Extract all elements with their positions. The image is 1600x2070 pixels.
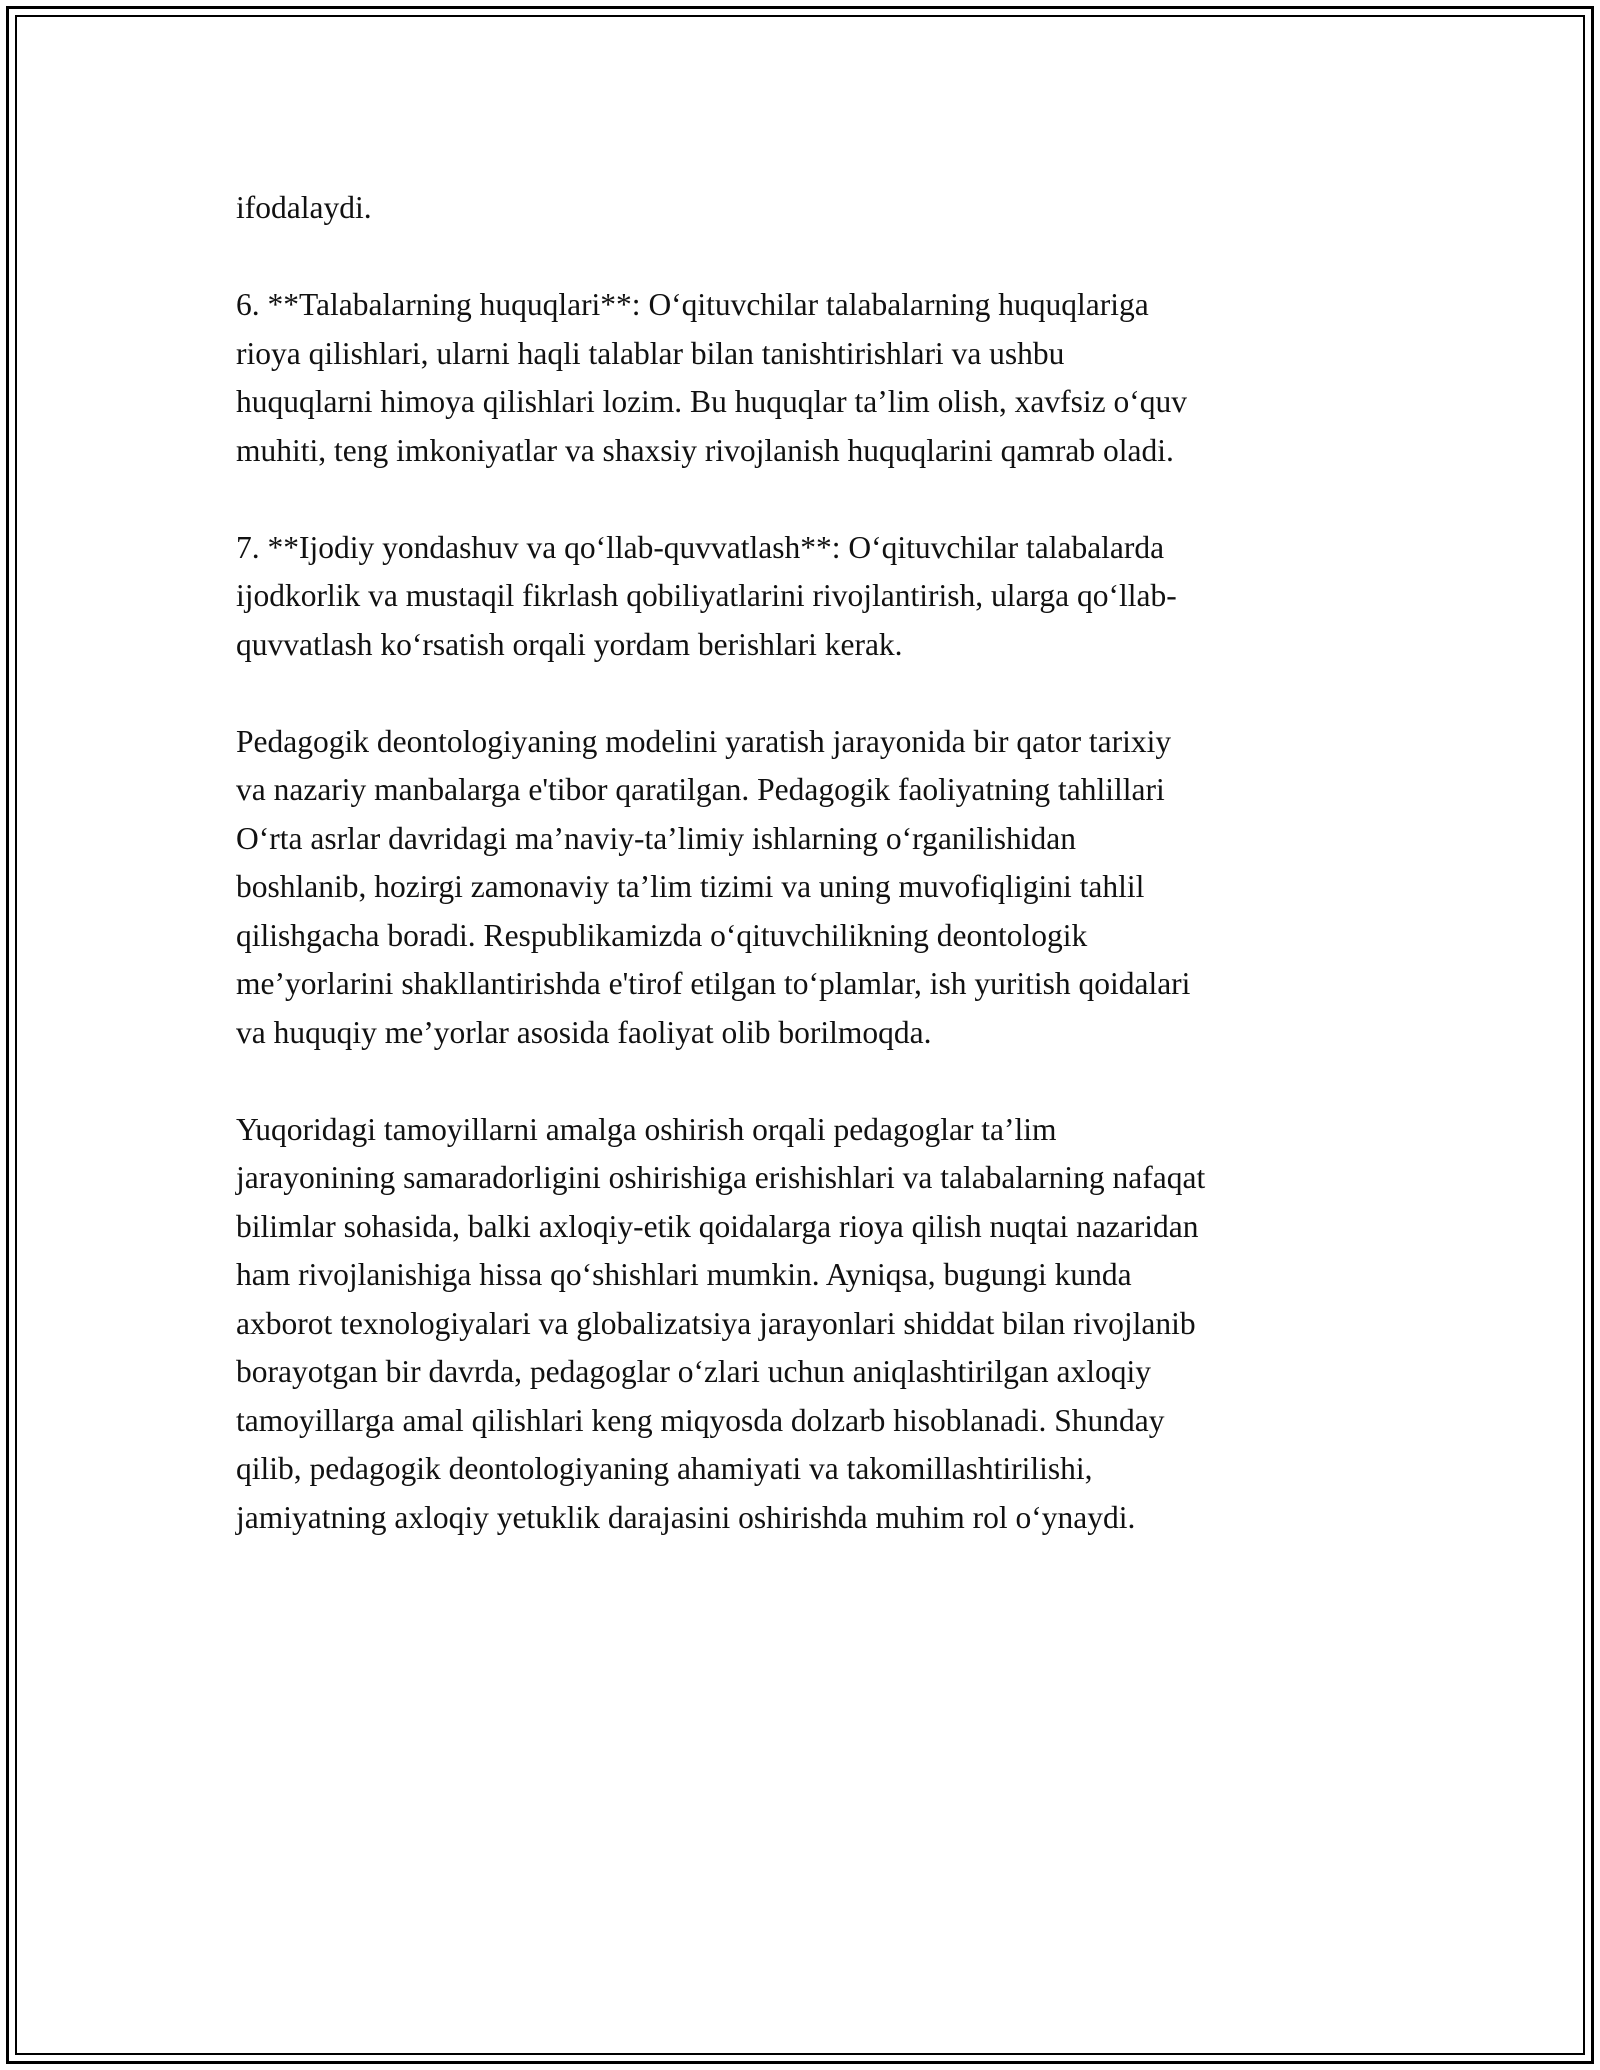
text-line: va huquqiy me’yorlar asosida faoliyat olib borilmoqda. <box>236 1014 932 1050</box>
paragraph-continuation <box>236 184 1376 233</box>
text-line: ifodalaydi. <box>236 190 372 225</box>
text-line: O‘rta asrlar davridagi ma’naviy-ta’limiy ishlarning o‘rganilishidan <box>236 820 1077 856</box>
paragraph-deontology-model <box>236 718 1376 1058</box>
text-line: muhiti, teng imkoniyatlar va shaxsiy rivojlanish huquqlarini qamrab oladi. <box>236 432 1174 468</box>
text-line: axborot texnologiyalari va globalizatsiya jarayonlari shiddat bilan rivojlanib <box>236 1305 1196 1341</box>
text-line: Yuqoridagi tamoyillarni amalga oshirish orqali pedagoglar ta’lim <box>236 1111 1057 1147</box>
text-line: me’yorlarini shakllantirishda e'tirof etilgan to‘plamlar, ish yuritish qoidalari <box>236 966 1191 1001</box>
text-line: jamiyatning axloqiy yetuklik darajasini oshirishda muhim rol o‘ynaydi. <box>236 1499 1136 1535</box>
text-line: borayotgan bir davrda, pedagoglar o‘zlari uchun aniqlashtirilgan axloqiy <box>236 1354 1151 1389</box>
text-line: 6. **Talabalarning huquqlari**: O‘qituvchilar talabalarning huquqlariga <box>236 287 1149 322</box>
text-line: Pedagogik deontologiyaning modelini yaratish jarayonida bir qator tarixiy <box>236 723 1172 759</box>
text-line: ham rivojlanishiga hissa qo‘shishlari mumkin. Ayniqsa, bugungi kunda <box>236 1257 1132 1292</box>
text-line: quvvatlash ko‘rsatish orqali yordam berishlari kerak. <box>236 626 903 662</box>
text-line: huquqlarni himoya qilishlari lozim. Bu huquqlar ta’lim olish, xavfsiz o‘quv <box>236 384 1187 419</box>
paragraph-creative-approach <box>236 524 1376 670</box>
text-line: jarayonining samaradorligini oshirishiga erishishlari va talabalarning nafaqat <box>236 1160 1206 1195</box>
text-line: 7. **Ijodiy yondashuv va qo‘llab-quvvatlash**: O‘qituvchilar talabalarda <box>236 529 1165 565</box>
text-line: ijodkorlik va mustaqil fikrlash qobiliyatlarini rivojlantirish, ularga qo‘llab- <box>236 578 1177 613</box>
text-line: tamoyillarga amal qilishlari keng miqyosda dolzarb hisoblanadi. Shunday <box>236 1402 1165 1438</box>
paragraph-conclusion <box>236 1106 1376 1543</box>
text-line: rioya qilishlari, ularni haqli talablar bilan tanishtirishlari va ushbu <box>236 335 1065 371</box>
paragraph-student-rights <box>236 281 1376 475</box>
text-line: boshlanib, hozirgi zamonaviy ta’lim tizimi va uning muvofiqligini tahlil <box>236 869 1145 904</box>
text-line: qilib, pedagogik deontologiyaning ahamiyati va takomillashtirilishi, <box>236 1451 1093 1486</box>
document-body <box>236 184 1376 1591</box>
text-line: bilimlar sohasida, balki axloqiy-etik qoidalarga rioya qilish nuqtai nazaridan <box>236 1208 1199 1244</box>
text-line: va nazariy manbalarga e'tibor qaratilgan. Pedagogik faoliyatning tahlillari <box>236 772 1165 807</box>
text-line: qilishgacha boradi. Respublikamizda o‘qituvchilikning deontologik <box>236 917 1088 953</box>
